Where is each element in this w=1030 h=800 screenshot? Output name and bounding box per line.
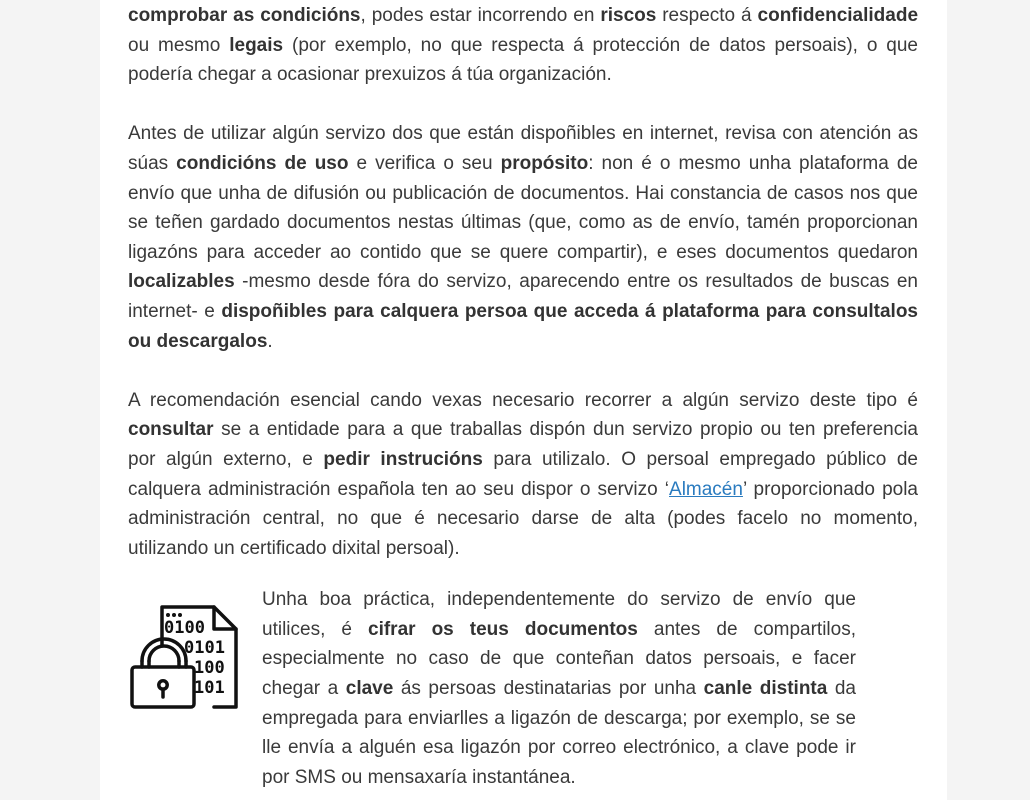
text: . [267,330,273,352]
bold-text: condicións de uso [176,152,349,174]
bold-text: clave [345,678,394,700]
bold-text: propósito [500,152,589,174]
bold-text: confidencialidade [757,5,919,26]
bold-text: legais [229,34,284,56]
text: Unha boa práctica, independentemente do servizo de envío que utilices, é [262,589,856,640]
paragraph-recommendation [128,386,918,564]
text: respecto á [656,5,758,26]
document-page [100,0,947,800]
text: antes de compartilos, especialmente no caso de que conteñan datos persoais, e facer chegar a [262,618,856,700]
encrypted-file-padlock-icon [128,601,240,713]
text: -mesmo desde fóra do servizo, aparecendo entre os resultados de buscas en internet- e [128,271,918,322]
bold-text: localizables [128,271,235,293]
text: A recomendación esencial cando vexas necesario recorrer a algún servizo deste tipo é [128,389,918,411]
text: ou mesmo [128,34,230,56]
text: para utilizalo. O persoal empregado público de calquera administración española ten ao seu dispor o servizo ‘ [128,448,918,500]
text: da empregada para enviarlles a ligazón de descarga; por exemplo, se se lle envía a alguén esa ligazón por correo electrónico, a clave pode ir por SMS ou mensaxaría instantánea. [262,678,856,788]
bold-text: canle distinta [703,678,828,700]
text: se a entidade para a que traballas dispón dun servizo propio ou ten preferencia por algún externo, e [128,419,918,470]
paragraph-risks [128,1,918,90]
bold-text: dispoñibles para calquera persoa que acceda á plataforma para consultalos ou descargalos [128,300,918,352]
binary-row: 101 [194,678,225,699]
text: , podes estar incorrendo en [360,5,601,26]
bold-text: riscos [600,5,657,26]
text: : non é o mesmo unha plataforma de envío que unha de difusión ou publicación de documentos. Hai constancia de casos nos que se teñen gardado documentos nestas últimas (que, como as de envío, tamén proporcionan ligazóns para acceder ao contido que se quere compartir), e eses documentos quedaron [128,152,918,263]
binary-row: 0101 [184,638,225,659]
text: ’ proporcionado pola administración central, no que é necesario darse de alta (podes facelo no momento, utilizando un certificado dixital persoal). [128,478,918,559]
bold-text: pedir instrucións [323,448,483,470]
bold-text: comprobar as condicións [128,5,361,26]
binary-row: 100 [194,658,225,679]
almacen-link[interactable]: Almacén [669,478,743,500]
text: e verifica o seu [348,152,501,174]
text: (por exemplo, no que respecta á protección de datos persoais), o que podería chegar a ocasionar prexuizos á túa organización. [128,34,918,86]
tip-text [262,585,856,792]
paragraph-terms-of-use [128,119,918,356]
text: ás persoas destinatarias por unha [393,678,704,700]
tip-box [128,585,918,795]
document-content [128,0,918,795]
bold-text: consultar [128,419,214,441]
binary-row: 0100 [164,618,205,639]
bold-text: cifrar os teus documentos [368,618,638,640]
text: Antes de utilizar algún servizo dos que están dispoñibles en internet, revisa con atención as súas [128,123,918,174]
